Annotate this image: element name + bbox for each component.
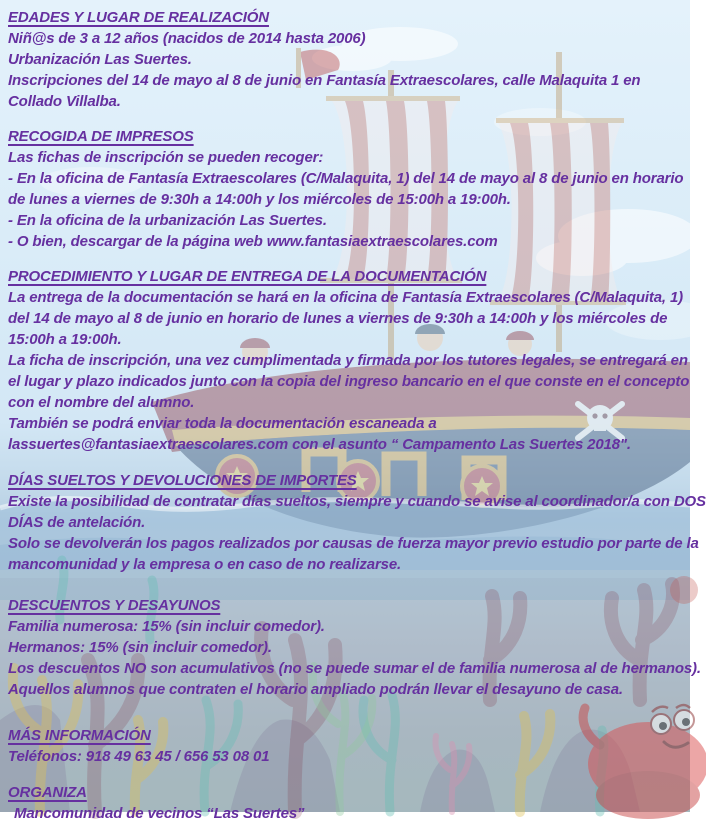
text-line: Familia numerosa: 15% (sin incluir comedor). [8,618,325,635]
section-header: RECOGIDA DE IMPRESOS [8,128,194,145]
text-line: Teléfonos: 918 49 63 45 / 656 53 08 01 [8,748,270,765]
section-header: ORGANIZA [8,784,87,801]
text-line: Hermanos: 15% (sin incluir comedor). [8,639,272,656]
text-line: el lugar y plazo indicados junto con la copia del ingreso bancario en el que conste en el concepto [8,373,690,390]
section-header: EDADES Y LUGAR DE REALIZACIÓN [8,9,269,26]
text-line: Mancomunidad de vecinos “Las Suertes” [14,805,305,822]
section-dias-sueltos [8,470,706,575]
text-line: mancomunidad y la empresa o en caso de no realizarse. [8,556,402,573]
text-line: También se podrá enviar toda la documentación escaneada a [8,415,437,432]
sections [8,7,706,824]
section-edades [8,7,682,112]
text-line: de lunes a viernes de 9:30h a 14:00h y los miércoles de 15:00h a 19:00h. [8,191,511,208]
text-line: Existe la posibilidad de contratar días sueltos, siempre y cuando se avise al coordinador/a con DOS [8,493,706,510]
text-line: 15:00h a 19:00h. [8,331,122,348]
section-header: DESCUENTOS Y DESAYUNOS [8,597,221,614]
section-header: PROCEDIMIENTO Y LUGAR DE ENTREGA DE LA DOCUMENTACIÓN [8,268,487,285]
text-line: Niñ@s de 3 a 12 años (nacidos de 2014 hasta 2006) [8,30,366,47]
text-line: Collado Villalba. [8,93,121,110]
text-line: Solo se devolverán los pagos realizados por causas de fuerza mayor previo estudio por parte de la [8,535,699,552]
text-line: La entrega de la documentación se hará en la oficina de Fantasía Extraescolares (C/Malaquita, 1) [8,289,683,306]
section-header: DÍAS SUELTOS Y DEVOLUCIONES DE IMPORTES [8,472,357,489]
text-line: Inscripciones del 14 de mayo al 8 de junio en Fantasía Extraescolares, calle Malaquita 1 en [8,72,641,89]
section-organiza [8,782,682,824]
section-recogida [8,126,682,252]
section-header: MÁS INFORMACIÓN [8,727,151,744]
text-line: - O bien, descargar de la página web www.fantasiaextraescolares.com [8,233,498,250]
section-procedimiento [8,266,690,455]
text-line: DÍAS de antelación. [8,514,146,531]
text-line: Aquellos alumnos que contraten el horario ampliado podrán llevar el desayuno de casa. [8,681,623,698]
text-line: con el nombre del alumno. [8,394,195,411]
section-descuentos [8,595,701,700]
text-line: lassuertes@fantasiaextraescolares.com con el asunto “ Campamento Las Suertes 2018". [8,436,631,453]
text-line: - En la oficina de la urbanización Las Suertes. [8,212,327,229]
text-line: Los descuentos NO son acumulativos (no se puede sumar el de familia numerosa al de hermanos). [8,660,701,677]
text-line: Urbanización Las Suertes. [8,51,192,68]
section-mas-informacion [8,725,682,767]
text-line: - En la oficina de Fantasía Extraescolares (C/Malaquita, 1) del 14 de mayo al 8 de junio en horario [8,170,684,187]
text-line: del 14 de mayo al 8 de junio en horario de lunes a viernes de 9:30h a 14:00h y los miércoles de [8,310,668,327]
text-line: La ficha de inscripción, una vez cumplimentada y firmada por los tutores legales, se entregará en [8,352,688,369]
text-line: Las fichas de inscripción se pueden recoger: [8,149,324,166]
